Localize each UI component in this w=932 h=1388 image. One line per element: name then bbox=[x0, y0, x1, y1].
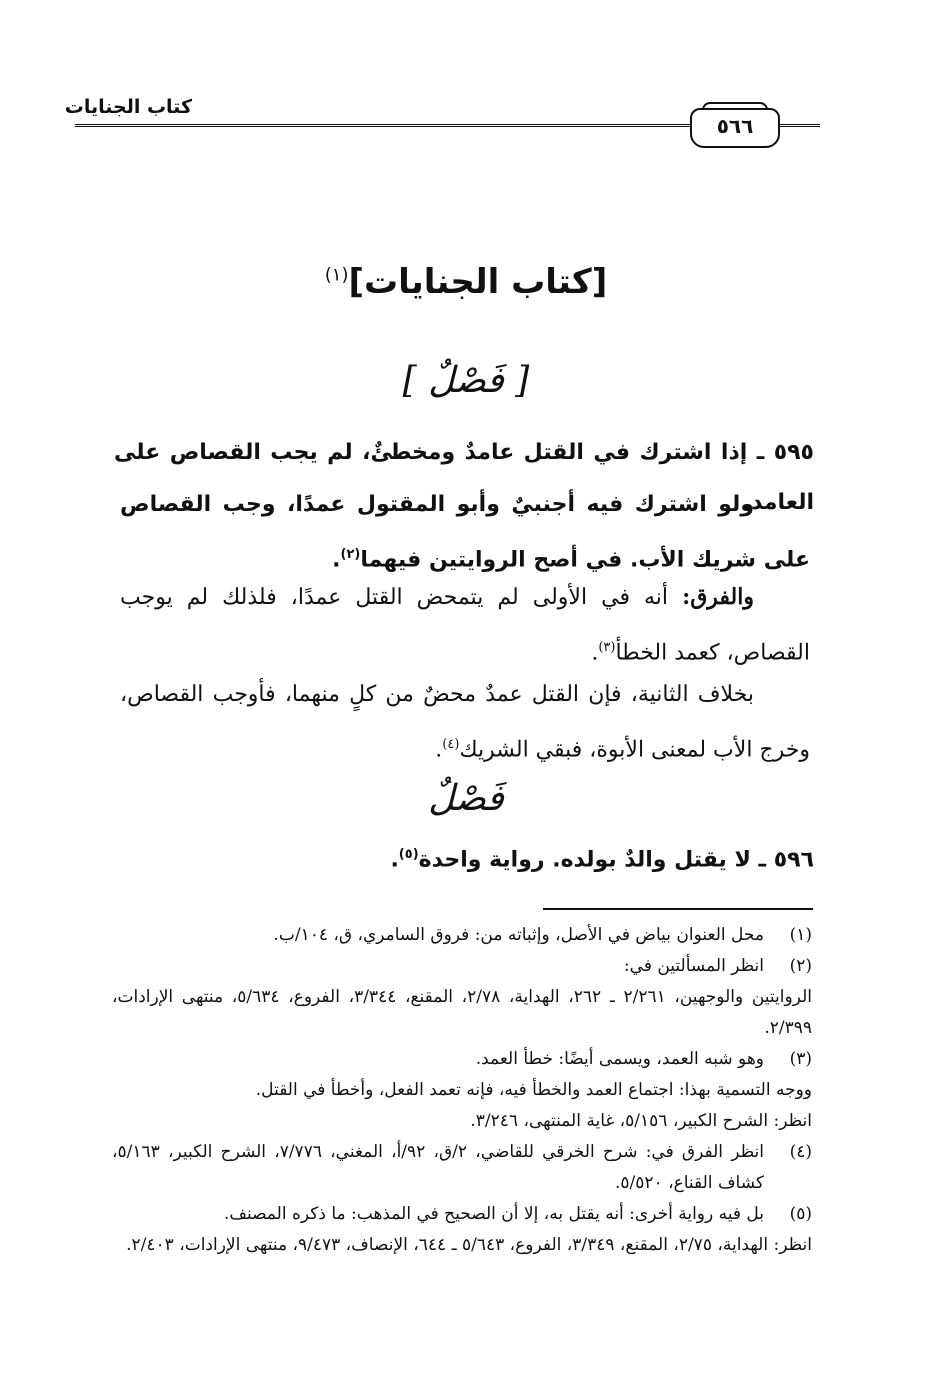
header-rule-short bbox=[776, 124, 820, 127]
issue-number: ٥٩٥ ـ bbox=[756, 440, 814, 465]
footnote-line: انظر: الشرح الكبير، ٥/١٥٦، غاية المنتهى، ٣/٢٤٦. bbox=[470, 1111, 812, 1131]
paragraph-end: . bbox=[390, 847, 399, 873]
paragraph-end: . bbox=[435, 737, 443, 763]
footnote-ref: (٤) bbox=[442, 737, 460, 752]
header-rule bbox=[75, 124, 690, 127]
footnote bbox=[112, 1137, 812, 1199]
footnote-separator bbox=[543, 908, 813, 910]
ruling-paragraph bbox=[120, 480, 810, 585]
page-number-ornament bbox=[690, 108, 780, 148]
footnote-line: الروايتين والوجهين، ٢/٢٦١ ـ ٢٦٢، الهداية، ٢/٧٨، المقنع، ٣/٣٤٤، الفروع، ٥/٦٣٤، منتهى الإرادات، ٢/٣٩٩. bbox=[112, 987, 812, 1038]
paragraph-text: أنه في الأولى لم يتمحض القتل عمدًا، فلذلك لم يوجب القصاص، كعمد الخطأ bbox=[120, 585, 810, 666]
footnote-line: انظر: الهداية، ٢/٧٥، المقنع، ٣/٣٤٩، الفروع، ٥/٦٤٣ ـ ٦٤٤، الإنصاف، ٩/٤٧٣، منتهى الإرادات، ٢/٤٠٣. bbox=[126, 1235, 812, 1255]
book-title-text: [كتاب الجنايات] bbox=[348, 262, 608, 302]
footnote bbox=[112, 951, 812, 1044]
paragraph-lead: والفرق: bbox=[682, 584, 754, 610]
paragraph-end: . bbox=[332, 547, 341, 573]
footnote-number: (٥) bbox=[789, 1204, 812, 1224]
footnote-number: (١) bbox=[789, 925, 812, 945]
paragraph-text: ولو اشترك فيه أجنبيٌ وأبو المقتول عمدًا، وجب القصاص على شريك الأب. في أصح الروايتين فيهما bbox=[120, 492, 810, 573]
footnote-number: (٤) bbox=[789, 1142, 812, 1162]
difference-paragraph bbox=[120, 572, 810, 678]
footnote-line: انظر المسألتين في: bbox=[623, 956, 764, 976]
issue-paragraph bbox=[114, 830, 814, 885]
footnote-line: وهو شبه العمد، ويسمى أيضًا: خطأ العمد. bbox=[475, 1049, 764, 1069]
footnote bbox=[112, 920, 812, 951]
paragraph-end: . bbox=[591, 640, 599, 666]
footnote-ref: (١) bbox=[324, 264, 349, 286]
issue-text: إذا اشترك في القتل عامدٌ ومخطئٌ، لم يجب القصاص على العامد. bbox=[114, 440, 814, 515]
footnote-line: ووجه التسمية بهذا: اجتماع العمد والخطأ فيه، فإنه تعمد الفعل، وأخطأ في القتل. bbox=[255, 1080, 812, 1100]
contrast-paragraph bbox=[120, 670, 810, 775]
footnote-line: بل فيه رواية أخرى: أنه يقتل به، إلا أن الصحيح في المذهب: ما ذكره المصنف. bbox=[223, 1204, 764, 1224]
section-heading: فَصْلٌ bbox=[428, 778, 504, 819]
book-title bbox=[0, 262, 932, 302]
issue-number: ٥٩٦ ـ bbox=[758, 847, 814, 873]
footnote-line: انظر الفرق في: شرح الخرقي للقاضي، ٢/ق، ٩٢/أ، المغني، ٧/٧٧٦، الشرح الكبير، ٥/١٦٣، كشاف القناع، ٥/٥٢٠. bbox=[112, 1142, 764, 1193]
footnote-number: (٢) bbox=[789, 956, 812, 976]
footnote-line: محل العنوان بياض في الأصل، وإثباته من: فروق السامري، ق، ١٠٤/ب. bbox=[273, 925, 764, 945]
page-number: ٥٦٦ bbox=[716, 114, 754, 138]
footnote-ref: (٥) bbox=[398, 847, 419, 862]
footnote bbox=[112, 1044, 812, 1137]
paragraph-text: بخلاف الثانية، فإن القتل عمدٌ محضٌ من كلٍ منهما، فأوجب القصاص، وخرج الأب لمعنى الأبوة، فبقي الشريك bbox=[120, 682, 810, 763]
footnotes bbox=[112, 920, 812, 1261]
footnote-ref: (٣) bbox=[598, 640, 616, 655]
footnote-number: (٣) bbox=[789, 1049, 812, 1069]
issue-text: لا يقتل والدٌ بولده. رواية واحدة bbox=[418, 847, 751, 873]
section-heading: [ فَصْلٌ ] bbox=[402, 360, 530, 401]
running-title: كتاب الجنايات bbox=[64, 96, 192, 118]
footnote bbox=[112, 1199, 812, 1261]
footnote-ref: (٢) bbox=[340, 547, 361, 562]
